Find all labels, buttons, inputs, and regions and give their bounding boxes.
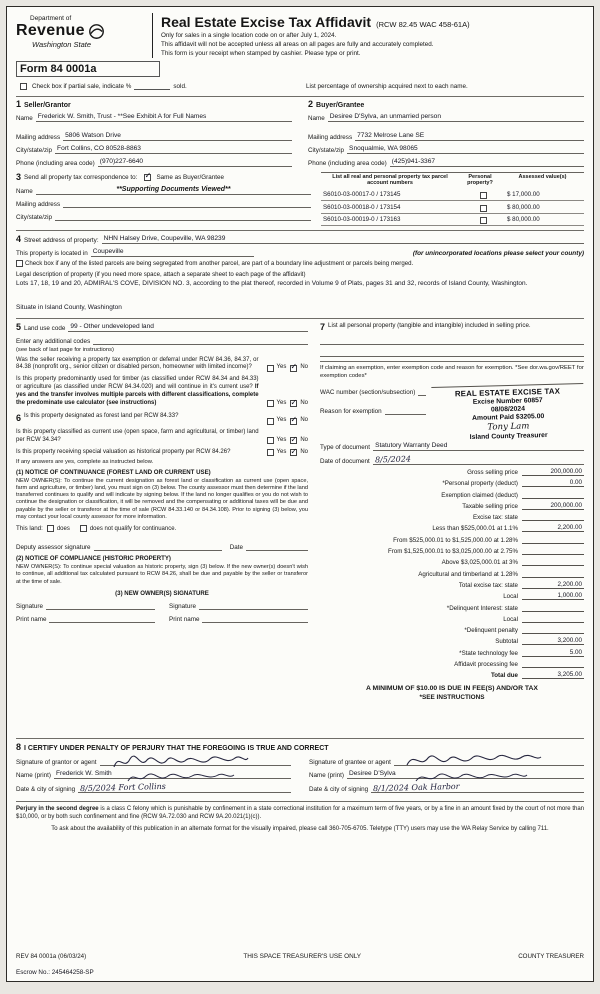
deferral-no-checkbox[interactable] — [290, 362, 298, 372]
parcel-personal-checkbox[interactable] — [480, 217, 487, 224]
grantor-name-print-label: Name (print) — [16, 771, 51, 779]
escrow-number: Escrow No.: 245464258-SP — [16, 969, 94, 976]
parcel-number-field[interactable]: S6010-03-00017-0 / 173145 — [323, 191, 401, 199]
dor-swirl-icon — [88, 23, 105, 40]
correspondence-name-label: Name — [16, 188, 33, 196]
segregated-checkbox[interactable] — [16, 260, 23, 267]
minimum-due-note: A MINIMUM OF $10.00 IS DUE IN FEE(S) AND/OR TAX — [366, 685, 538, 693]
wac-number-field[interactable] — [418, 387, 426, 396]
tax-value-field[interactable] — [522, 570, 584, 578]
checkmark-glyph: ✓ — [290, 397, 298, 407]
yes-label: Yes — [276, 436, 287, 443]
same-as-buyer-label: Same as Buyer/Grantee — [156, 173, 224, 181]
wac-number-label: WAC number (section/subsection) — [320, 388, 416, 396]
yes-label: Yes — [276, 364, 287, 371]
tax-label: Affidavit processing fee — [454, 661, 518, 669]
current-use-yes-no — [263, 434, 308, 445]
correspondence-mailing-field[interactable] — [63, 199, 311, 208]
date-of-document-field[interactable] — [373, 455, 584, 465]
same-as-buyer-checkbox[interactable] — [144, 171, 152, 181]
partial-sale-percent-field[interactable] — [134, 82, 170, 90]
seller-name-label: Name — [16, 115, 33, 123]
parcel-assessed-value[interactable]: $ 80,000.00 — [507, 203, 540, 211]
header-note-2: This affidavit will not be accepted unless all areas on all pages are fully and accurately completed. — [161, 40, 434, 48]
owner-print-name-label: Print name — [16, 615, 47, 623]
grantee-name-print-label: Name (print) — [309, 771, 344, 779]
section-7-number: 7 — [320, 321, 326, 332]
certification-title: I CERTIFY UNDER PENALTY OF PERJURY THAT THE FOREGOING IS TRUE AND CORRECT — [24, 744, 329, 752]
section-6-number: 6 — [16, 413, 22, 424]
owner-signature-field-1[interactable] — [46, 601, 155, 610]
notice-compliance-text: NEW OWNER(S): To continue special valuation as historic property, sign (3) below. If the new owner(s) doesn't wish to continue, all additional tax calculated pursuant to RCW 84.26, shall be due and payable by the seller or transferor at the time of sale. — [16, 564, 308, 585]
tax-computation — [320, 468, 584, 679]
parcel-number-field[interactable]: S6010-03-00018-0 / 173154 — [323, 203, 401, 211]
seller-phone-field[interactable]: (970)227-6640 — [98, 158, 292, 167]
tax-value-field[interactable] — [522, 491, 584, 499]
tax-value-field[interactable] — [522, 604, 584, 612]
rev-number: REV 84 0001a (06/03/24) — [16, 953, 87, 960]
dor-logo — [16, 13, 152, 58]
tax-label: *Delinquent penalty — [464, 627, 518, 635]
no-label: No — [300, 399, 308, 406]
seller-grantor-section — [16, 99, 292, 167]
tax-correspondence-section — [16, 172, 311, 226]
form-footer — [16, 953, 584, 976]
stamp-treasurer-signature: Tony Lam — [487, 421, 530, 433]
grantee-date-city-handwriting: 8/1/2024 Oak Harbor — [373, 781, 460, 793]
perjury-lead: Perjury in the second degree — [16, 805, 99, 812]
this-land-label: This land: — [16, 525, 43, 533]
date-of-document-label: Date of document — [320, 457, 370, 465]
tax-value-field[interactable]: 3,205.00 — [522, 671, 584, 679]
deputy-date-field[interactable] — [246, 542, 308, 551]
grantor-date-city-handwriting: 8/5/2024 Fort Collins — [80, 781, 167, 793]
buyer-city-field[interactable]: Snoqualmie, WA 98065 — [347, 145, 584, 154]
tax-label: Total excise tax: state — [458, 581, 518, 589]
tax-value-field[interactable] — [522, 547, 584, 555]
owner-print-name-field-1[interactable] — [49, 614, 155, 623]
grantee-date-city-field[interactable] — [371, 783, 584, 793]
additional-codes-label: Enter any additional codes — [16, 337, 91, 345]
date-of-document-handwriting: 8/5/2024 — [374, 454, 411, 465]
alternate-format-note: To ask about the availability of this publication in an alternate format for the visually impaired, please call 360-705-6705. Teletype (TTY) users may use the WA Relay Service by calling 711. — [51, 825, 549, 832]
header-note-1: Only for sales in a single location code on or after July 1, 2024. — [161, 31, 337, 39]
tax-value-field[interactable]: 200,000.00 — [522, 502, 584, 510]
tax-label: Subtotal — [495, 638, 518, 646]
correspondence-name-field[interactable] — [36, 186, 311, 195]
ownership-percentage-label: List percentage of ownership acquired next to each name. — [306, 83, 468, 91]
grantor-signature-label: Signature of grantor or agent — [16, 758, 97, 766]
parcel-row — [321, 189, 584, 202]
parcel-personal-checkbox[interactable] — [480, 192, 487, 199]
historic-no-checkbox[interactable] — [290, 446, 298, 456]
tax-value-field[interactable]: 2,200.00 — [522, 581, 584, 589]
tax-label-total-due: Total due — [490, 672, 518, 680]
owner-signature-label: Signature — [16, 602, 43, 610]
grantor-date-city-field[interactable] — [78, 783, 291, 793]
stamp-office: Island County Treasurer — [469, 431, 548, 441]
section-2-number: 2 — [308, 99, 314, 110]
buyer-section-title: Buyer/Grantee — [316, 102, 365, 110]
header-divider — [152, 13, 153, 58]
type-of-document-field[interactable]: Statutory Warranty Deed — [373, 442, 584, 451]
exemption-note: If claiming an exemption, enter exemption code and reason for exemption. *See dor.wa.gov/REET for exemption codes* — [320, 361, 584, 380]
new-owners-signature-title: (3) NEW OWNER(S) SIGNATURE — [115, 589, 209, 597]
tax-label: Exemption claimed (deduct) — [441, 491, 518, 499]
timber-no-checkbox[interactable] — [290, 397, 298, 407]
owner-signature-label: Signature — [169, 602, 196, 610]
current-use-no-checkbox[interactable] — [290, 434, 298, 444]
stamp-amount-paid: Amount Paid $3205.00 — [471, 412, 545, 422]
buyer-phone-field[interactable]: (425)941-3367 — [390, 158, 584, 167]
current-use-question: Is this property classified as current use (open space, farm and agricultural, or timber) land per RCW 34.34? — [16, 429, 259, 443]
street-address-label: Street address of property: — [24, 237, 99, 245]
historic-question: Is this property receiving special valuation as historical property per RCW 84.26? — [16, 448, 231, 455]
tax-label: *Personal property (deduct) — [442, 480, 518, 488]
forest-yes-checkbox[interactable] — [267, 418, 274, 425]
deputy-assessor-label: Deputy assessor signature — [16, 544, 91, 552]
reason-exemption-label: Reason for exemption — [320, 407, 382, 415]
buyer-name-field[interactable]: Desiree D'Sylva, an unmarried person — [328, 113, 584, 122]
owner-signature-field-2[interactable] — [199, 601, 308, 610]
treasurer-stamp — [431, 381, 584, 442]
seller-city-label: City/state/zip — [16, 147, 53, 155]
buyer-grantee-section — [308, 99, 584, 167]
grantee-date-city-label: Date & city of signing — [309, 785, 369, 793]
buyer-city-label: City/state/zip — [308, 147, 345, 155]
grantee-signature-label: Signature of grantee or agent — [309, 758, 391, 766]
yes-label: Yes — [276, 448, 287, 455]
personal-property-intro: List all personal property (tangible and intangible) included in selling price. — [328, 321, 531, 329]
sold-label: sold. — [173, 83, 187, 91]
land-does-checkbox[interactable] — [47, 525, 54, 532]
tax-label: From $1,525,000.01 to $3,025,000.00 at 2.75% — [387, 548, 518, 556]
tax-label: Taxable selling price — [462, 502, 518, 510]
timber-yes-checkbox[interactable] — [267, 400, 274, 407]
parcel-assessed-value[interactable]: $ 80,000.00 — [507, 216, 540, 224]
land-use-code-field[interactable]: 99 - Other undeveloped land — [68, 323, 308, 332]
no-label: No — [300, 417, 308, 424]
checkmark-glyph: ✓ — [290, 415, 298, 425]
located-in-label: This property is located in — [16, 250, 88, 258]
parcel-table — [321, 172, 584, 226]
additional-codes-note: (see back of last page for instructions) — [16, 346, 114, 353]
legal-description-label: Legal description of property (if you need more space, attach a separate sheet to each page of the affidavit) — [16, 271, 306, 279]
tax-value-field[interactable]: 1,000.00 — [522, 592, 584, 600]
land-use-code-label: Land use code — [24, 324, 66, 332]
stamp-date: 08/08/2024 — [490, 405, 526, 414]
tax-value-field[interactable] — [522, 513, 584, 521]
personal-property-header: Personal property? — [467, 174, 493, 187]
perjury-notice — [16, 801, 584, 821]
unincorporated-note: (for unincorporated locations please select your county) — [412, 250, 585, 258]
historic-yes-no — [263, 446, 308, 457]
form-title: Real Estate Excise Tax Affidavit — [161, 14, 372, 30]
personal-property-line-1[interactable] — [320, 335, 584, 345]
deputy-date-label: Date — [229, 544, 243, 552]
notice-continuance-text: NEW OWNER(S): To continue the current designation as forest land or classification as current use (open space, farm and agriculture, or timber) land, you must sign on (3) below. The county assessor must then determine if the land transferred continues to qualify and will indicate by signing below. If the land no longer qualifies or you do not wish to continue the designation or classification, it will be removed and the compensating or additional taxes will be due and payable by the seller or transferor at the time of sale (RCW 84.33.140 or 84.34.108). Prior to signing (3) below, you may contact your local county assessor for more information. — [16, 477, 308, 520]
header-note-3: This form is your receipt when stamped by cashier. Please type or print. — [161, 50, 361, 58]
parcel-row — [321, 201, 584, 214]
grantee-signature-field[interactable] — [394, 757, 584, 766]
property-location-section — [16, 230, 584, 312]
correspondence-mailing-label: Mailing address — [16, 201, 61, 209]
form-header — [16, 13, 584, 58]
land-qualify-row — [16, 525, 308, 532]
supporting-documents-stamp: **Supporting Documents Viewed** — [116, 186, 231, 194]
timber-question: Is this property predominantly used for timber (as classified under RCW 84.34 and 84.33) or agriculture (as classified under RCW 84.34.020) and will continue in it's current use? If yes and the transfer involves multiple parcels with different classifications, complete the predominate use calculator (see instructions) — [16, 376, 259, 406]
stamp-excise-number: Excise Number 60857 — [472, 396, 543, 406]
deputy-assessor-signature-field[interactable] — [94, 542, 222, 551]
checkmark-glyph: ✓ — [290, 446, 298, 456]
current-use-yes-checkbox[interactable] — [267, 437, 274, 444]
seller-phone-label: Phone (including area code) — [16, 160, 95, 168]
seller-section-title: Seller/Grantor — [24, 102, 71, 110]
deferral-yes-checkbox[interactable] — [267, 365, 274, 372]
grantor-date-city-label: Date & city of signing — [16, 785, 76, 793]
tax-value-field[interactable] — [522, 660, 584, 668]
grantor-name-field[interactable]: Frederick W. Smith — [54, 770, 291, 779]
affidavit-form-page — [6, 6, 594, 982]
situate-text: Situate in Island County, Washington — [16, 303, 122, 311]
segregated-label: Check box if any of the listed parcels are being segregated from another parcel, are part of a boundary line adjustment or parcels being merged. — [25, 260, 414, 268]
tax-value-field[interactable] — [522, 536, 584, 544]
does-label: does — [56, 525, 70, 532]
tax-label: Less than $525,000.01 at 1.1% — [432, 525, 518, 533]
left-column — [16, 322, 308, 730]
seller-mailing-label: Mailing address — [16, 134, 61, 142]
correspondence-city-field[interactable] — [55, 212, 311, 221]
tax-label: *State technology fee — [459, 649, 518, 657]
parcel-numbers-header: List all real and personal property tax parcel account numbers — [332, 174, 448, 187]
perjury-body: is a class C felony which is punishable by confinement in a state correctional institution for a maximum term of five years, or by a fine in an amount fixed by the court of not more than $10,000, or by both such confinement and fine (RCW 9A.72.030 and RCW 9A.20.021(1)(c)). — [16, 805, 585, 820]
dept-of-label: Department of — [30, 15, 72, 22]
form-number: Form 84 0001a — [16, 61, 160, 77]
legal-description-text[interactable]: Lots 17, 18, 19 and 20, ADMIRAL'S COVE, DIVISION NO. 3, according to the plat thereof, recorded in Volume 9 of Plats, pages 31 and 32, records of Island County, Washington. — [16, 280, 528, 288]
yes-label: Yes — [276, 399, 287, 406]
does-not-label: does not qualify for continuance. — [89, 525, 177, 532]
owner-print-name-field-2[interactable] — [202, 614, 308, 623]
right-column — [320, 322, 584, 730]
buyer-mailing-label: Mailing address — [308, 134, 353, 142]
forest-land-question: Is this property designated as forest land per RCW 84.33? — [24, 413, 179, 420]
no-label: No — [300, 364, 308, 371]
revenue-wordmark: Revenue — [16, 22, 85, 39]
tax-value-field[interactable]: 2,200.00 — [522, 524, 584, 532]
washington-state-label: Washington State — [32, 40, 92, 49]
section-8-number: 8 — [16, 741, 22, 752]
partial-sale-label: Check box if partial sale, indicate % — [32, 83, 132, 91]
parcel-personal-checkbox[interactable] — [480, 205, 487, 212]
tax-value-field[interactable] — [522, 626, 584, 634]
no-label: No — [300, 436, 308, 443]
tax-value-field[interactable]: 3,200.00 — [522, 637, 584, 645]
tax-label: *Delinquent Interest: state — [446, 604, 518, 612]
seller-city-field[interactable]: Fort Collins, CO 80528-8863 — [55, 145, 292, 154]
grantee-signature-zone — [309, 753, 584, 793]
section-5-number: 5 — [16, 321, 22, 332]
seller-name-field[interactable]: Frederick W. Smith, Trust - **See Exhibit A for Full Names — [36, 113, 292, 122]
tax-label: Above $3,025,000.01 at 3% — [441, 559, 518, 567]
stamp-title: REAL ESTATE EXCISE TAX — [431, 383, 583, 399]
treasurer-space-label: THIS SPACE TREASURER'S USE ONLY — [243, 953, 362, 960]
owner-print-name-label: Print name — [169, 615, 200, 623]
county-treasurer-label: COUNTY TREASURER — [518, 953, 584, 960]
reason-exemption-field[interactable] — [385, 406, 426, 415]
certification-section — [16, 738, 584, 793]
if-yes-instruction: If any answers are yes, complete as instructed below. — [16, 458, 154, 465]
grantee-name-field[interactable]: Desiree D'Sylva — [347, 770, 584, 779]
grantor-signature-zone — [16, 753, 291, 793]
checkmark-glyph: ✓ — [144, 171, 152, 181]
deferral-question: Was the seller receiving a property tax exemption or deferral under RCW 84.36, 84.37, or 84.38 (nonprofit org., senior citizen or disabled person, homeowner with limited income)? — [16, 356, 259, 371]
seller-mailing-field[interactable]: 5806 Watson Drive — [63, 132, 292, 141]
deferral-yes-no — [263, 364, 308, 372]
grantor-signature-field[interactable] — [100, 757, 291, 766]
correspondence-city-label: City/state/zip — [16, 214, 53, 222]
additional-codes-field[interactable] — [93, 336, 308, 345]
see-instructions-note: *SEE INSTRUCTIONS — [419, 694, 485, 702]
historic-yes-checkbox[interactable] — [267, 449, 274, 456]
tax-label: Excise tax: state — [472, 514, 518, 522]
correspondence-label: Send all property tax correspondence to: — [24, 173, 138, 181]
tax-value-field[interactable] — [522, 558, 584, 566]
no-label: No — [300, 448, 308, 455]
forest-no-checkbox[interactable] — [290, 415, 298, 425]
checkmark-glyph: ✓ — [290, 434, 298, 444]
timber-yes-no — [263, 397, 308, 408]
section-1-number: 1 — [16, 99, 22, 110]
notice-compliance-title: (2) NOTICE OF COMPLIANCE (HISTORIC PROPERTY) — [16, 555, 171, 563]
form-rcw-reference: (RCW 82.45 WAC 458-61A) — [376, 20, 470, 29]
street-address-field[interactable]: NHN Halsey Drive, Coupeville, WA 98239 — [102, 235, 584, 244]
tax-label: Gross selling price — [467, 468, 518, 476]
checkmark-glyph: ✓ — [290, 362, 298, 372]
tax-label: From $525,000.01 to $1,525,000.00 at 1.28% — [393, 536, 518, 544]
buyer-phone-label: Phone (including area code) — [308, 160, 387, 168]
notice-continuance-title: (1) NOTICE OF CONTINUANCE (FOREST LAND OR CURRENT USE) — [16, 468, 211, 476]
assessed-value-header: Assessed value(s) — [518, 174, 567, 181]
tax-label: Local — [503, 615, 518, 623]
tax-value-field[interactable]: 200,000.00 — [522, 468, 584, 476]
tax-label: Agricultural and timberland at 1.28% — [418, 570, 518, 578]
buyer-name-label: Name — [308, 115, 325, 123]
yes-label: Yes — [276, 417, 287, 424]
parcel-assessed-value[interactable]: $ 17,000.00 — [507, 191, 540, 199]
parcel-number-field[interactable]: S6010-03-00019-0 / 173163 — [323, 216, 401, 224]
section-4-number: 4 — [16, 234, 22, 245]
section-3-number: 3 — [16, 172, 22, 183]
personal-property-line-2[interactable] — [320, 347, 584, 357]
partial-sale-row — [16, 82, 584, 90]
type-of-document-label: Type of document — [320, 443, 371, 451]
tax-value-field[interactable]: 5.00 — [522, 649, 584, 657]
partial-sale-checkbox[interactable] — [20, 83, 27, 90]
tax-value-field[interactable]: 0.00 — [522, 479, 584, 487]
tax-value-field[interactable] — [522, 615, 584, 623]
forest-yes-no — [263, 417, 308, 425]
tax-label: Local — [503, 593, 518, 601]
land-does-not-checkbox[interactable] — [80, 525, 87, 532]
parcel-row — [321, 214, 584, 227]
buyer-mailing-field[interactable]: 7732 Melrose Lane SE — [355, 132, 584, 141]
located-in-field[interactable]: Coupeville — [91, 248, 254, 257]
